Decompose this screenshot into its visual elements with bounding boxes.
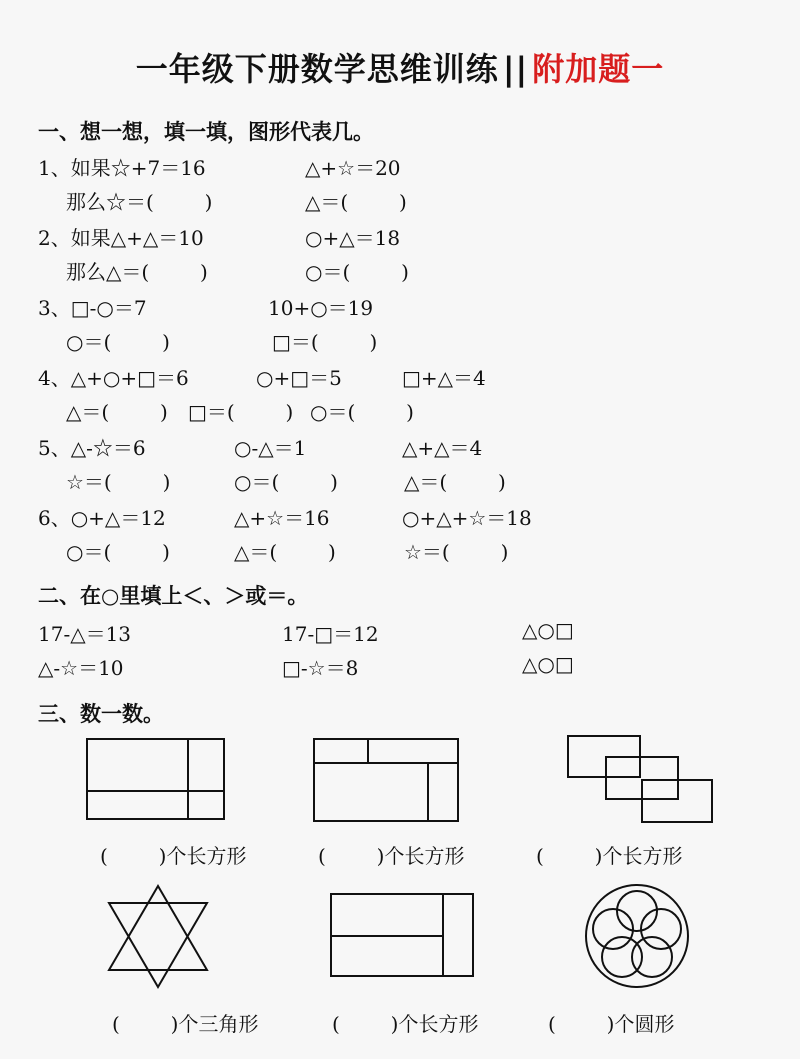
p3-line2-a: ○＝( ) [66,330,170,354]
title-separator: || [502,50,529,88]
p1-line1-a: 1、如果☆+7＝16 [38,156,206,180]
p4-line2-a: △＝( ) [66,400,168,424]
p5-line1-c: △+△＝4 [402,436,483,460]
caption-3: ( )个长方形 [536,844,683,868]
section-2-heading: 二、在○里填上＜、＞或＝。 [38,584,309,608]
p4-line2-b: □＝( ) [188,400,294,424]
p6-line2-b: △＝( ) [234,540,336,564]
caption-4: ( )个三角形 [112,1012,259,1036]
p4-line2-c: ○＝( ) [310,400,414,424]
p4-line1-c: □+△＝4 [402,366,486,390]
title-subtitle: 附加题一 [532,50,665,88]
p4-line1-b: ○+□＝5 [256,366,342,390]
p5-line1-a: 5、△-☆＝6 [38,436,146,460]
p2-line2-b: ○＝( ) [305,260,409,284]
s2-r2-c: △○□ [522,652,574,676]
s2-r1-c: △○□ [522,618,574,642]
title-text: 一年级下册数学思维训练 [135,50,499,88]
p1-line2-a: 那么☆＝( ) [66,190,213,214]
section-1-heading: 一、想一想，填一填，图形代表几。 [38,120,374,144]
caption-5: ( )个长方形 [332,1012,479,1036]
p3-line1-b: 10+○＝19 [268,296,374,320]
s2-r1-b: 17-□＝12 [282,622,379,646]
p3-line2-b: □＝( ) [272,330,378,354]
p6-line1-a: 6、○+△＝12 [38,506,166,530]
p6-line1-c: ○+△+☆＝18 [402,506,532,530]
s2-r2-a: △-☆＝10 [38,656,124,680]
p5-line1-b: ○-△＝1 [234,436,307,460]
p2-line2-a: 那么△＝( ) [66,260,208,284]
p5-line2-b: ○＝( ) [234,470,338,494]
p3-line1-a: 3、□-○＝7 [38,296,147,320]
s2-r2-b: □-☆＝8 [282,656,359,680]
caption-6: ( )个圆形 [548,1012,675,1036]
p1-line1-b: △+☆＝20 [305,156,401,180]
p2-line1-b: ○+△＝18 [305,226,401,250]
p5-line2-c: △＝( ) [404,470,506,494]
p6-line2-c: ☆＝( ) [404,540,509,564]
caption-2: ( )个长方形 [318,844,465,868]
s2-r1-a: 17-△＝13 [38,622,132,646]
p5-line2-a: ☆＝( ) [66,470,171,494]
section-3-heading: 三、数一数。 [38,702,164,726]
p4-line1-a: 4、△+○+□＝6 [38,366,189,390]
p2-line1-a: 2、如果△+△＝10 [38,226,204,250]
p1-line2-b: △＝( ) [305,190,407,214]
p6-line1-b: △+☆＝16 [234,506,330,530]
caption-1: ( )个长方形 [100,844,247,868]
p6-line2-a: ○＝( ) [66,540,170,564]
